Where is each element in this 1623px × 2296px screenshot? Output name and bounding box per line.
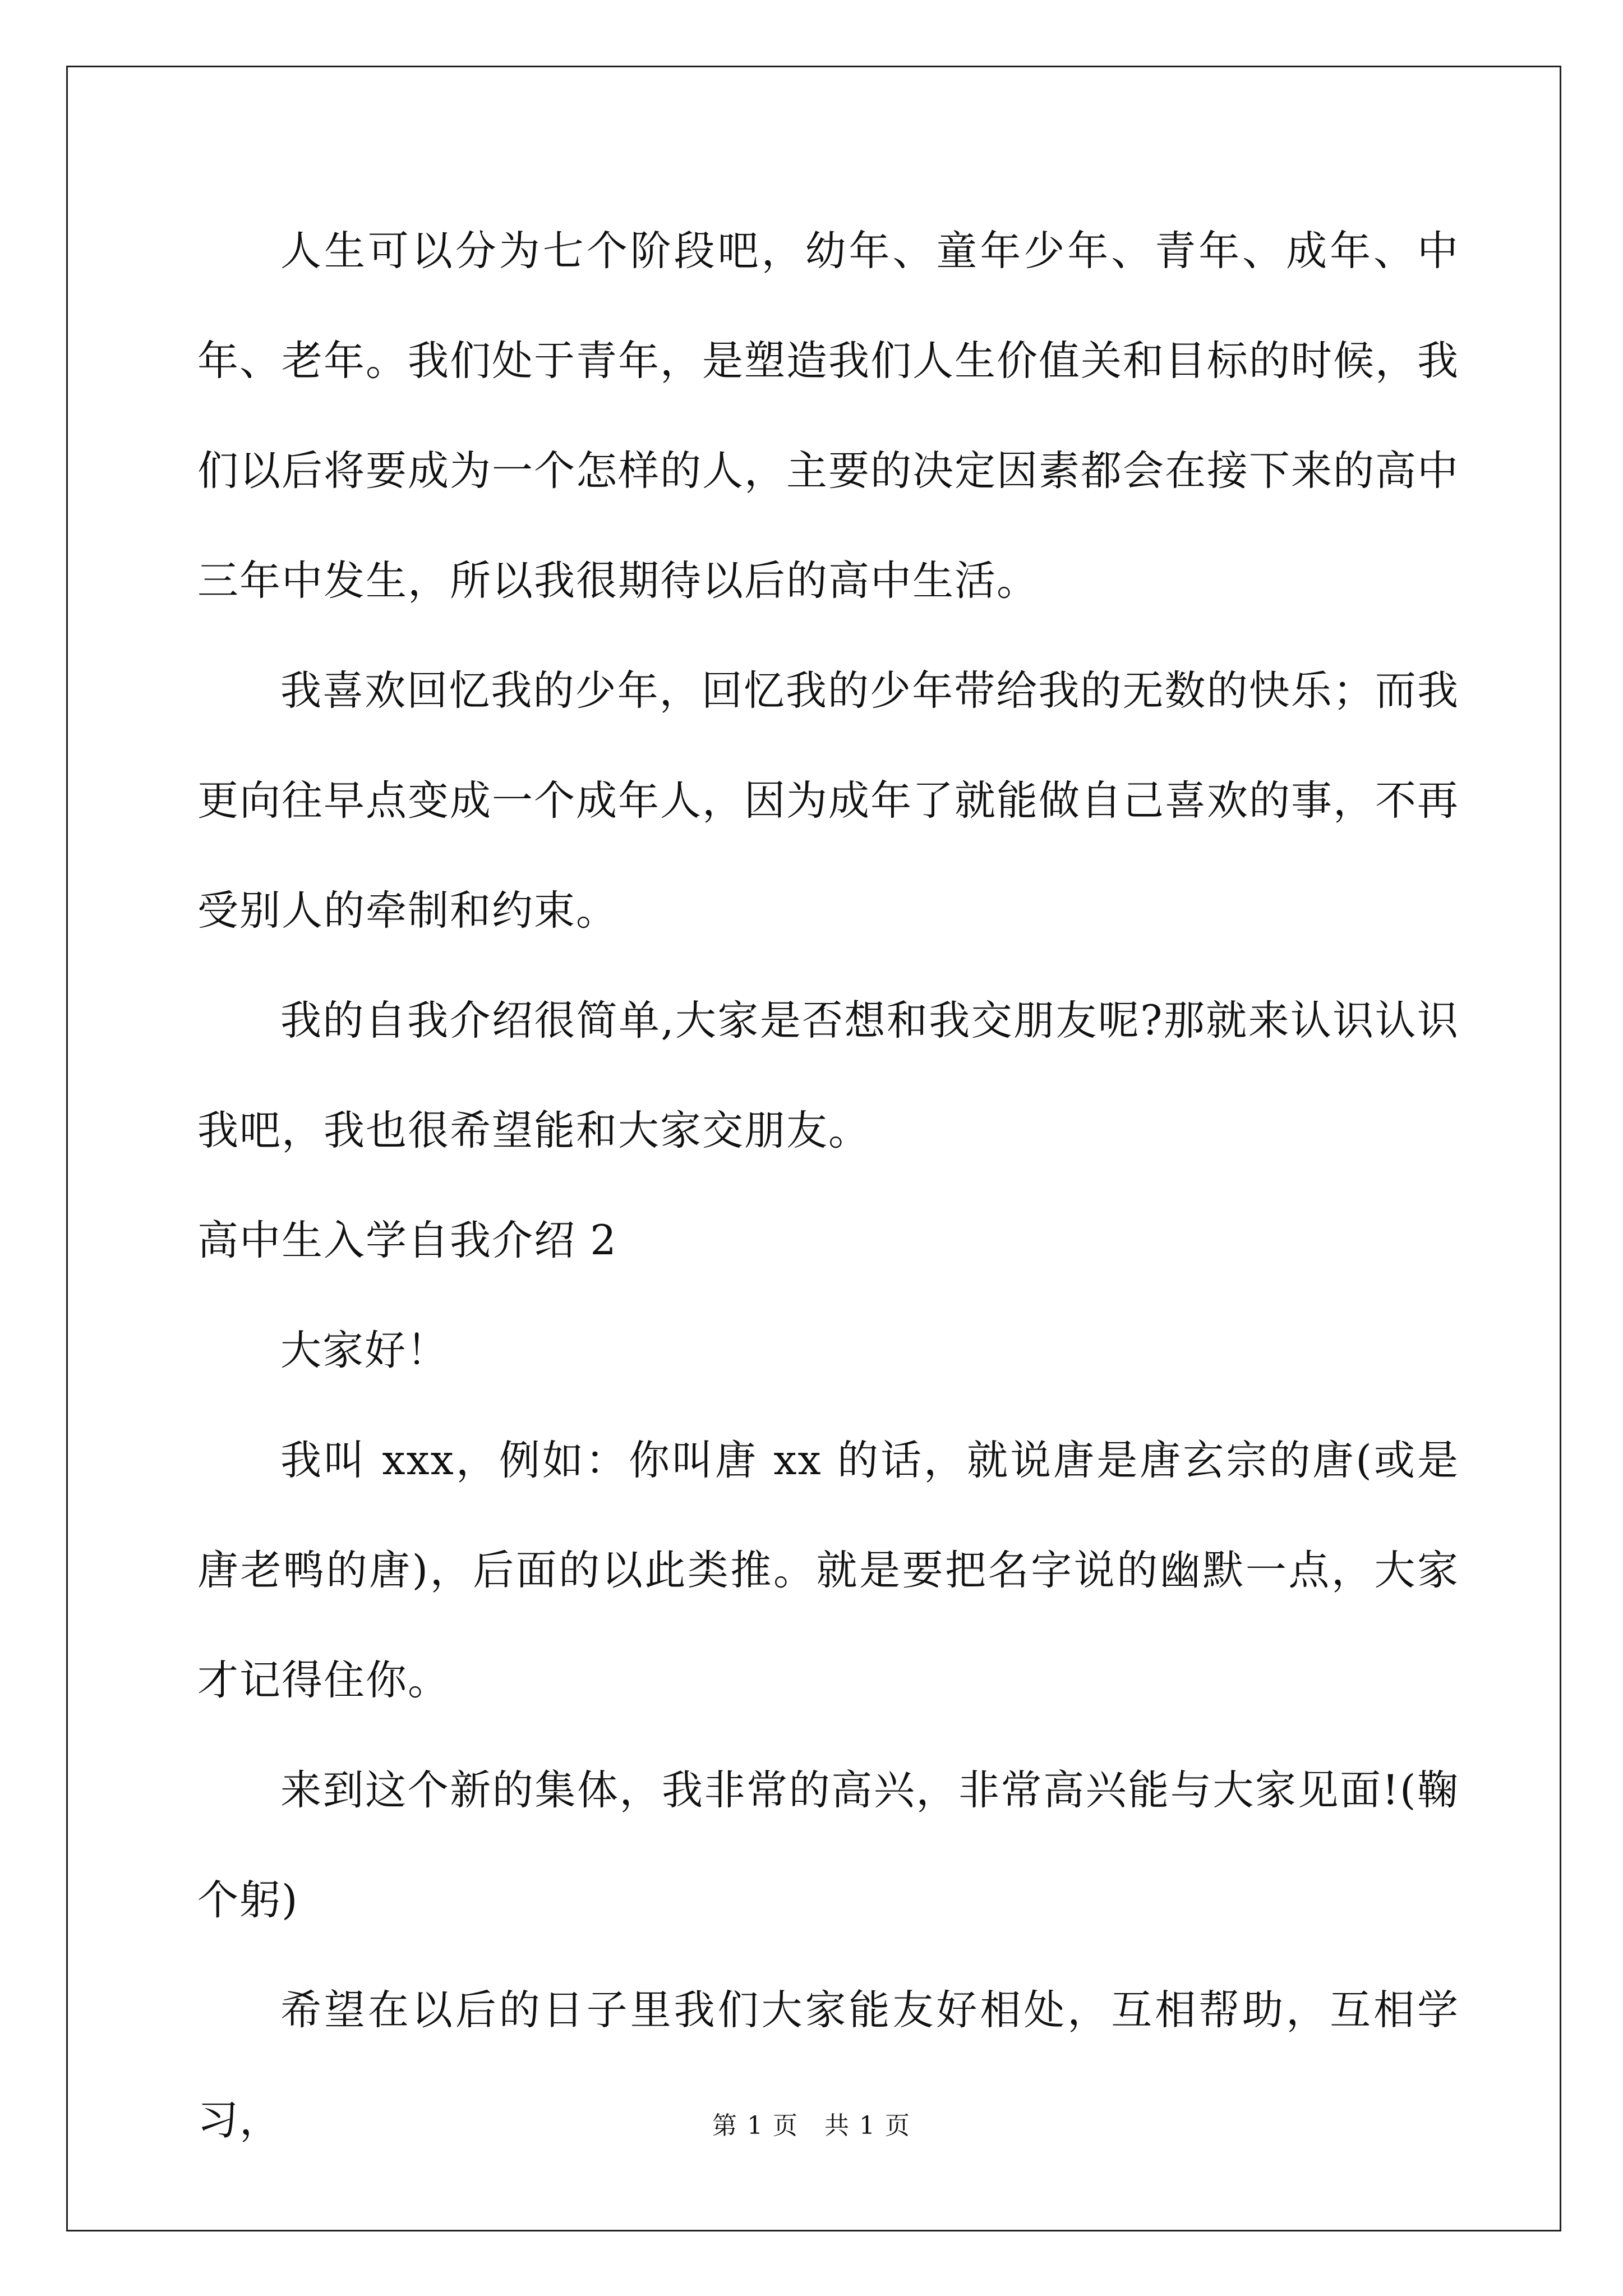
document-body	[197, 196, 1459, 2175]
page-footer	[0, 2109, 1623, 2143]
paragraph-life-stages: 人生可以分为七个阶段吧，幼年、童年少年、青年、成年、中年、老年。我们处于青年，是塑造我们人生价值关和目标的时候，我们以后将要成为一个怎样的人，主要的决定因素都会在接下来的高中三年中发生，所以我很期待以后的高中生活。	[197, 227, 1459, 605]
paragraph-name-intro: 我叫 xxx，例如：你叫唐 xx 的话，就说唐是唐玄宗的唐(或是唐老鸭的唐)，后面的以此类推。就是要把名字说的幽默一点，大家才记得住你。	[197, 1437, 1459, 1704]
paragraph-new-collective: 来到这个新的集体，我非常的高兴，非常高兴能与大家见面!(鞠个躬)	[197, 1766, 1459, 1924]
paragraph-youth-memories: 我喜欢回忆我的少年，回忆我的少年带给我的无数的快乐；而我更向往早点变成一个成年人，因为成年了就能做自己喜欢的事，不再受别人的牵制和约束。	[197, 667, 1459, 935]
paragraph-make-friends: 我的自我介绍很简单,大家是否想和我交朋友呢?那就来认识认识我吧，我也很希望能和大家交朋友。	[197, 997, 1459, 1154]
paragraph-greeting: 大家好！	[280, 1327, 449, 1374]
page-number: 第 1 页 共 1 页	[712, 2111, 911, 2140]
section-heading: 高中生入学自我介绍 2	[197, 1217, 617, 1264]
paragraph-hope: 希望在以后的日子里我们大家能友好相处，互相帮助，互相学习，	[197, 1986, 1459, 2144]
